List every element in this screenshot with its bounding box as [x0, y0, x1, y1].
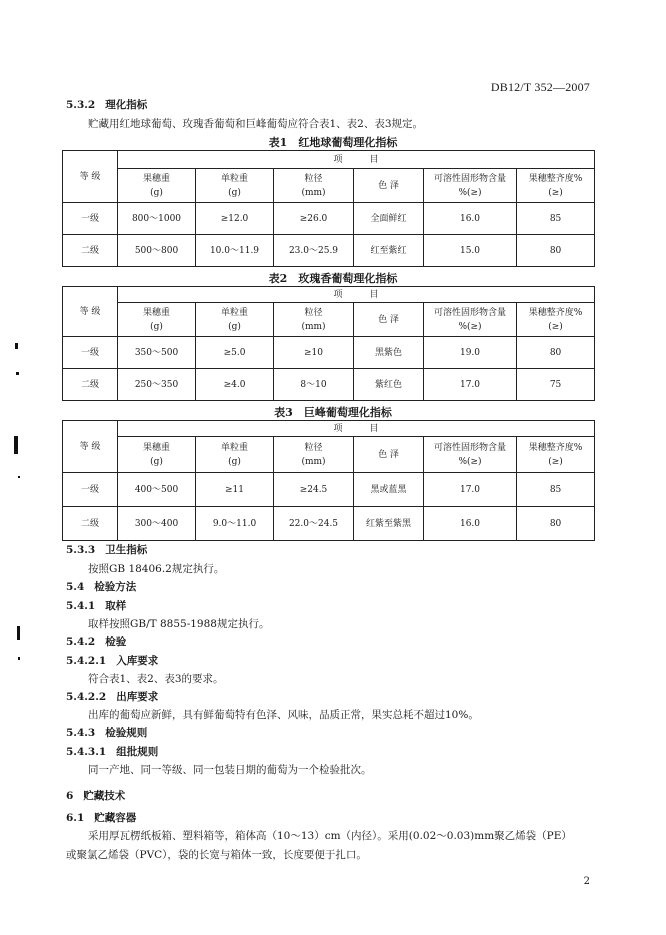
- cell-berry-weight: 10.0～11.9: [196, 235, 274, 267]
- cell-grade: 二级: [63, 235, 118, 267]
- cell-cluster-weight: 350～500: [118, 337, 196, 369]
- header-uniformity: 果穗整齐度% (≥): [517, 169, 595, 203]
- table-3-title: 表3 巨峰葡萄理化指标: [274, 406, 392, 419]
- header-grade: 等 级: [63, 421, 118, 473]
- table-row: [63, 473, 595, 507]
- cell-diameter: 8～10: [274, 369, 354, 401]
- cell-grade: 二级: [63, 507, 118, 541]
- binding-mark: [17, 626, 20, 640]
- cell-color: 紫红色: [354, 369, 424, 401]
- table-2-title: 表2 玫瑰香葡萄理化指标: [268, 272, 398, 285]
- cell-color: 红紫至紫黑: [354, 507, 424, 541]
- cell-soluble-solids: 16.0: [424, 203, 517, 235]
- cell-soluble-solids: 16.0: [424, 507, 517, 541]
- section-5-4-3-1-heading: 5.4.3.1 组批规则: [66, 746, 159, 758]
- cell-color: 全面鲜红: [354, 203, 424, 235]
- table-1: [62, 150, 595, 267]
- cell-berry-weight: ≥4.0: [196, 369, 274, 401]
- cell-cluster-weight: 300～400: [118, 507, 196, 541]
- binding-mark: [18, 657, 20, 660]
- cell-color: 红至紫红: [354, 235, 424, 267]
- cell-uniformity: 80: [517, 337, 595, 369]
- cell-grade: 二级: [63, 369, 118, 401]
- section-5-4-2-heading: 5.4.2 检验: [66, 636, 127, 648]
- table-row: [63, 337, 595, 369]
- cell-berry-weight: 9.0～11.0: [196, 507, 274, 541]
- document-code: DB12/T 352—2007: [490, 80, 590, 94]
- header-berry-weight: 单粒重 (g): [196, 303, 274, 337]
- section-5-4-3-heading: 5.4.3 检验规则: [66, 727, 148, 739]
- section-5-3-3-heading: 5.3.3 卫生指标: [66, 544, 148, 556]
- table-1-title: 表1 红地球葡萄理化指标: [268, 136, 398, 149]
- table-row: [63, 235, 595, 267]
- cell-soluble-solids: 15.0: [424, 235, 517, 267]
- section-5-4-2-2-heading: 5.4.2.2 出库要求: [66, 691, 159, 703]
- header-diameter: 粒径 (mm): [274, 437, 354, 473]
- header-color: 色 泽: [354, 437, 424, 473]
- section-number: 5.3.2: [66, 99, 96, 111]
- cell-color: 黑或蓝黑: [354, 473, 424, 507]
- binding-mark: [15, 343, 18, 349]
- section-5-4-1-text: 取样按照GB/T 8855-1988规定执行。: [88, 618, 270, 630]
- table-row: [63, 203, 595, 235]
- header-group: 项 目: [118, 151, 595, 169]
- cell-diameter: 22.0～24.5: [274, 507, 354, 541]
- section-5-3-2-text: 贮藏用红地球葡萄、玫瑰香葡萄和巨峰葡萄应符合表1、表2、表3规定。: [88, 118, 424, 130]
- cell-uniformity: 75: [517, 369, 595, 401]
- section-5-4-3-1-text: 同一产地、同一等级、同一包装日期的葡萄为一个检验批次。: [88, 764, 372, 776]
- cell-uniformity: 85: [517, 473, 595, 507]
- cell-cluster-weight: 400～500: [118, 473, 196, 507]
- table-row: [63, 369, 595, 401]
- section-5-4-heading: 5.4 检验方法: [66, 581, 137, 593]
- cell-uniformity: 85: [517, 203, 595, 235]
- header-color: 色 泽: [354, 303, 424, 337]
- header-cluster-weight: 果穗重 (g): [118, 437, 196, 473]
- header-soluble-solids: 可溶性固形物含量 %(≥): [424, 303, 517, 337]
- cell-uniformity: 80: [517, 235, 595, 267]
- section-title: 理化指标: [105, 99, 148, 111]
- binding-mark: [14, 436, 18, 454]
- section-6-heading: 6 贮藏技术: [66, 790, 126, 802]
- section-6-1-heading: 6.1 贮藏容器: [66, 812, 137, 824]
- cell-diameter: ≥24.5: [274, 473, 354, 507]
- header-berry-weight: 单粒重 (g): [196, 169, 274, 203]
- header-grade: 等 级: [63, 151, 118, 203]
- header-grade: 等 级: [63, 287, 118, 337]
- header-uniformity: 果穗整齐度% (≥): [517, 303, 595, 337]
- cell-grade: 一级: [63, 473, 118, 507]
- binding-mark: [18, 476, 20, 478]
- section-5-4-1-heading: 5.4.1 取样: [66, 600, 127, 612]
- header-berry-weight: 单粒重 (g): [196, 437, 274, 473]
- header-color: 色 泽: [354, 169, 424, 203]
- cell-soluble-solids: 17.0: [424, 369, 517, 401]
- header-diameter: 粒径 (mm): [274, 303, 354, 337]
- table-3: [62, 420, 595, 541]
- cell-berry-weight: ≥12.0: [196, 203, 274, 235]
- table-2: [62, 286, 595, 401]
- cell-cluster-weight: 500～800: [118, 235, 196, 267]
- cell-cluster-weight: 800～1000: [118, 203, 196, 235]
- binding-mark: [16, 372, 19, 375]
- section-5-4-2-1-text: 符合表1、表2、表3的要求。: [88, 673, 224, 685]
- cell-berry-weight: ≥5.0: [196, 337, 274, 369]
- cell-diameter: ≥26.0: [274, 203, 354, 235]
- section-5-3-2-heading: [66, 98, 147, 112]
- header-cluster-weight: 果穗重 (g): [118, 169, 196, 203]
- cell-berry-weight: ≥11: [196, 473, 274, 507]
- cell-grade: 一级: [63, 203, 118, 235]
- header-uniformity: 果穗整齐度% (≥): [517, 437, 595, 473]
- header-group: 项 目: [118, 287, 595, 303]
- section-6-1-text-line-1: 采用厚瓦楞纸板箱、塑料箱等，箱体高（10～13）cm（内径）。采用(0.02～0.03)mm聚乙烯袋（PE）: [88, 830, 572, 842]
- page-number: 2: [583, 876, 590, 887]
- section-6-1-text-line-2: 或聚氯乙烯袋（PVC），袋的长宽与箱体一致，长度要便于扎口。: [66, 849, 367, 861]
- section-5-3-3-text: 按照GB 18406.2规定执行。: [88, 563, 225, 575]
- cell-cluster-weight: 250～350: [118, 369, 196, 401]
- cell-grade: 一级: [63, 337, 118, 369]
- header-soluble-solids: 可溶性固形物含量 %(≥): [424, 169, 517, 203]
- cell-uniformity: 80: [517, 507, 595, 541]
- cell-soluble-solids: 19.0: [424, 337, 517, 369]
- table-row: [63, 507, 595, 541]
- cell-color: 黑紫色: [354, 337, 424, 369]
- header-soluble-solids: 可溶性固形物含量 %(≥): [424, 437, 517, 473]
- cell-diameter: ≥10: [274, 337, 354, 369]
- section-5-4-2-2-text: 出库的葡萄应新鲜，具有鲜葡萄特有色泽、风味，品质正常，果实总耗不超过10%。: [88, 709, 479, 721]
- header-group: 项 目: [118, 421, 595, 437]
- cell-soluble-solids: 17.0: [424, 473, 517, 507]
- section-5-4-2-1-heading: 5.4.2.1 入库要求: [66, 655, 159, 667]
- cell-diameter: 23.0～25.9: [274, 235, 354, 267]
- header-cluster-weight: 果穗重 (g): [118, 303, 196, 337]
- header-diameter: 粒径 (mm): [274, 169, 354, 203]
